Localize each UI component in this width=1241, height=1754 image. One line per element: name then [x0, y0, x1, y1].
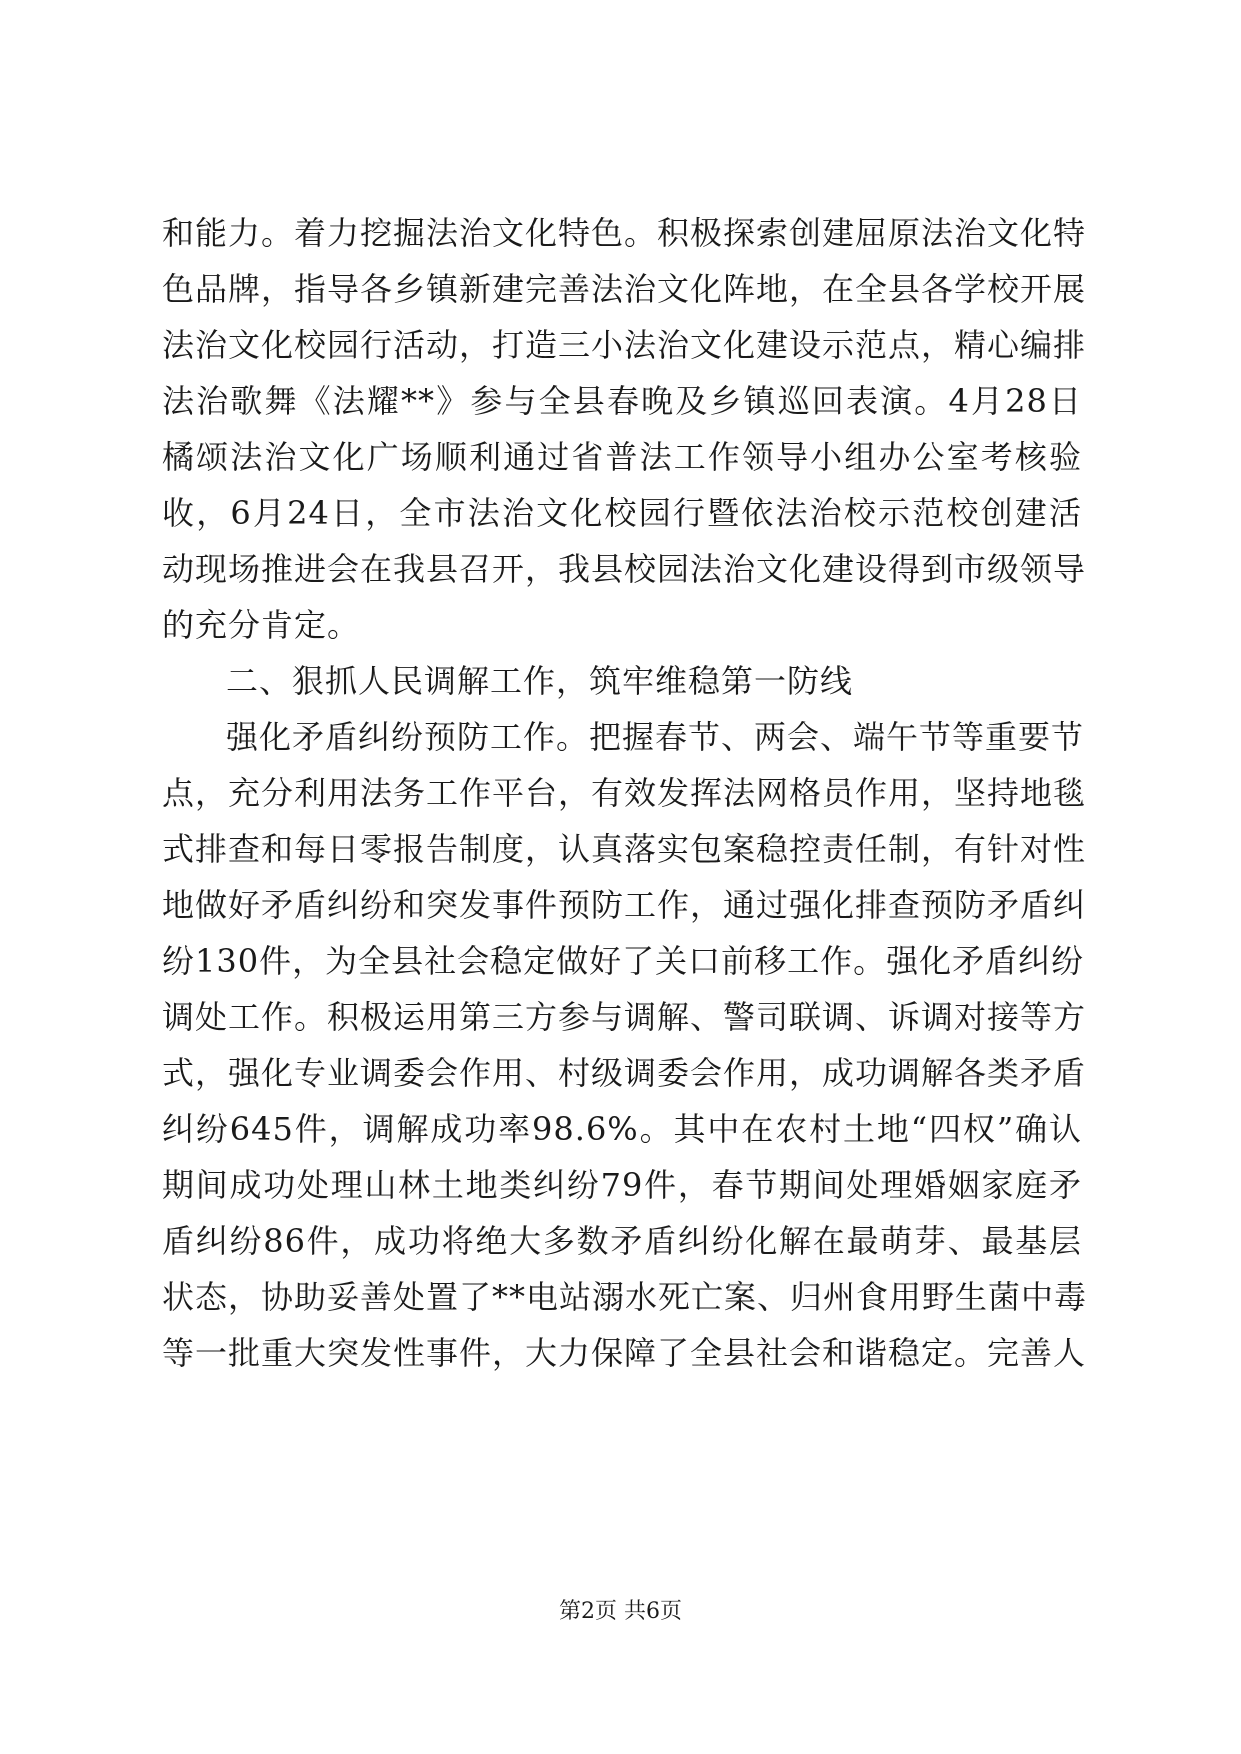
body-line: 橘颂法治文化广场顺利通过省普法工作领导小组办公室考核验 — [162, 438, 1082, 476]
page-number-footer: 第2页 共6页 — [559, 1599, 682, 1624]
body-line: 期间成功处理山林土地类纠纷79件，春节期间处理婚姻家庭矛 — [162, 1166, 1082, 1204]
body-line: 式，强化专业调委会作用、村级调委会作用，成功调解各类矛盾 — [162, 1054, 1087, 1092]
body-line: 强化矛盾纠纷预防工作。把握春节、两会、端午节等重要节 — [226, 718, 1085, 756]
body-line: 的充分肯定。 — [162, 606, 361, 644]
body-line: 调处工作。积极运用第三方参与调解、警司联调、诉调对接等方 — [162, 998, 1087, 1036]
body-line: 收，6月24日，全市法治文化校园行暨依法治校示范校创建活 — [162, 494, 1082, 532]
body-line: 纷130件，为全县社会稳定做好了关口前移工作。强化矛盾纠纷 — [162, 942, 1085, 980]
section-heading: 二、狠抓人民调解工作，筑牢维稳第一防线 — [226, 662, 854, 700]
body-line: 动现场推进会在我县召开，我县校园法治文化建设得到市级领导 — [162, 550, 1087, 588]
body-line: 等一批重大突发性事件，大力保障了全县社会和谐稳定。完善人 — [162, 1334, 1087, 1372]
body-line: 地做好矛盾纠纷和突发事件预防工作，通过强化排查预防矛盾纠 — [162, 886, 1087, 924]
body-line: 点，充分利用法务工作平台，有效发挥法网格员作用，坚持地毯 — [162, 774, 1087, 812]
body-line: 色品牌，指导各乡镇新建完善法治文化阵地，在全县各学校开展 — [162, 270, 1087, 308]
body-line: 法治歌舞《法耀**》参与全县春晚及乡镇巡回表演。4月28日 — [162, 382, 1082, 420]
body-line: 式排查和每日零报告制度，认真落实包案稳控责任制，有针对性 — [162, 830, 1087, 868]
body-line: 纠纷645件，调解成功率98.6%。其中在农村土地“四权”确认 — [162, 1110, 1082, 1148]
body-line: 法治文化校园行活动，打造三小法治文化建设示范点，精心编排 — [162, 326, 1087, 364]
body-line: 和能力。着力挖掘法治文化特色。积极探索创建屈原法治文化特 — [162, 214, 1087, 252]
body-line: 盾纠纷86件，成功将绝大多数矛盾纠纷化解在最萌芽、最基层 — [162, 1222, 1082, 1260]
body-line: 状态，协助妥善处置了**电站溺水死亡案、归州食用野生菌中毒 — [162, 1278, 1088, 1316]
